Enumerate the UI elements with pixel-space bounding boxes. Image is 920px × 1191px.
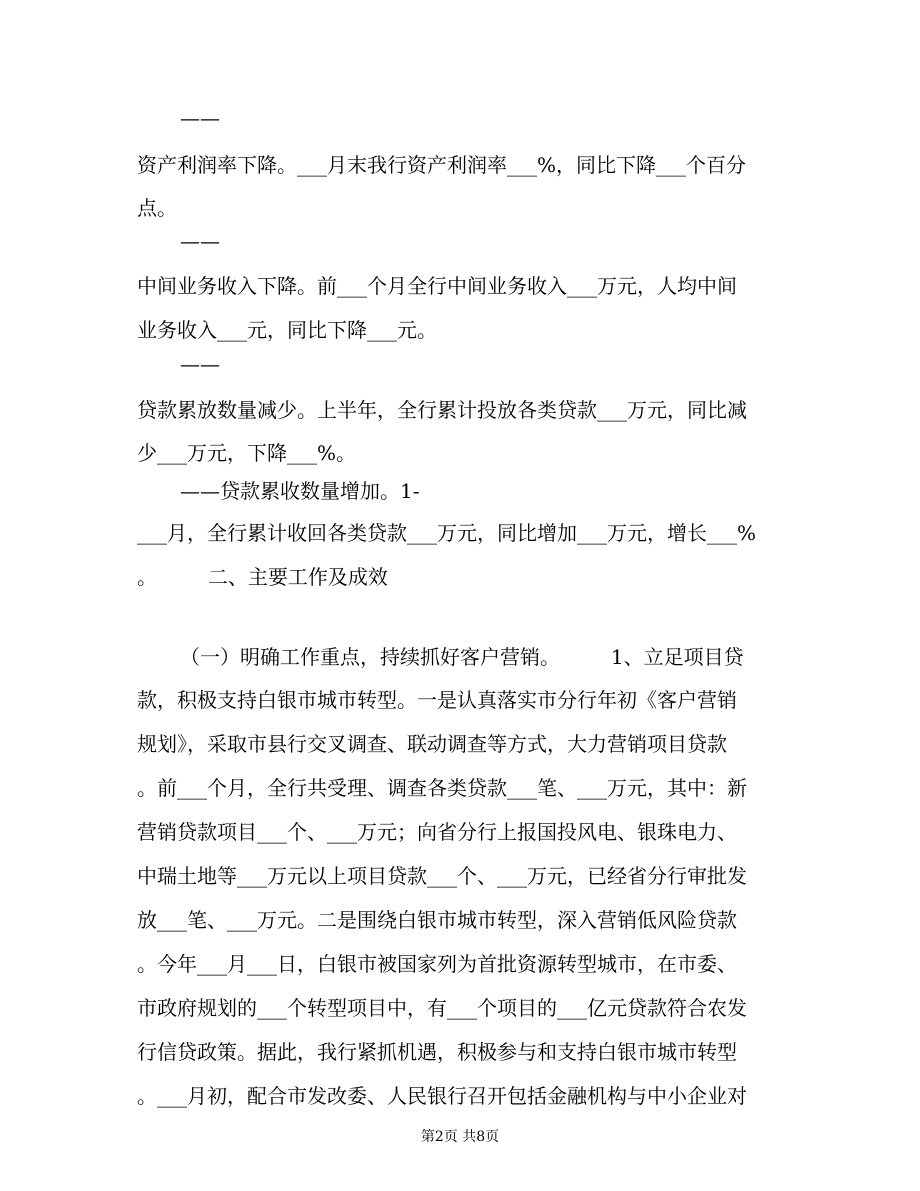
text-line: 中瑞土地等___万元以上项目贷款___个、___万元，已经省分行审批发: [137, 864, 747, 888]
text-line: 业务收入___元，同比下降___元。: [137, 318, 437, 342]
text-line: 市政府规划的___个转型项目中，有___个项目的___亿元贷款符合农发: [137, 996, 747, 1020]
section-heading: 。 二、主要工作及成效: [137, 565, 388, 589]
text-line: 放___笔、___万元。二是围绕白银市城市转型，深入营销低风险贷款: [137, 908, 737, 932]
text-line: 款，积极支持白银市城市转型。一是认真落实市分行年初《客户营销: [137, 688, 737, 712]
text-line: 行信贷政策。据此，我行紧抓机遇，积极参与和支持白银市城市转型: [137, 1040, 737, 1064]
text-line: （一）明确工作重点，持续抓好客户营销。 1、立足项目贷: [180, 645, 744, 669]
text-line: 贷款累放数量减少。上半年，全行累计投放各类贷款___万元，同比减: [137, 398, 747, 422]
text-line: ——: [180, 352, 220, 376]
text-line: ——贷款累收数量增加。1-: [180, 479, 420, 503]
text-line: 。___月初，配合市发改委、人民银行召开包括金融机构与中小企业对: [137, 1084, 747, 1108]
text-line: ——: [180, 229, 220, 253]
text-line: ___月，全行累计收回各类贷款___万元，同比增加___万元，增长___%: [137, 521, 757, 545]
text-line: ——: [180, 106, 220, 130]
text-line: 。今年___月___日，白银市被国家列为首批资源转型城市，在市委、: [137, 952, 737, 976]
text-line: 资产利润率下降。___月末我行资产利润率___%，同比下降___个百分: [137, 153, 747, 177]
text-line: 。前___个月，全行共受理、调查各类贷款___笔、___万元，其中：新: [137, 776, 747, 800]
text-line: 规划》，采取市县行交叉调查、联动调查等方式，大力营销项目贷款: [137, 732, 727, 756]
page-footer: 第2页 共8页: [420, 1129, 500, 1145]
text-line: 少___万元，下降___%。: [137, 441, 357, 465]
text-line: 营销贷款项目___个、___万元；向省分行上报国投风电、银珠电力、: [137, 820, 737, 844]
text-line: 中间业务收入下降。前___个月全行中间业务收入___万元，人均中间: [137, 274, 737, 298]
text-line: 点。: [137, 196, 177, 220]
